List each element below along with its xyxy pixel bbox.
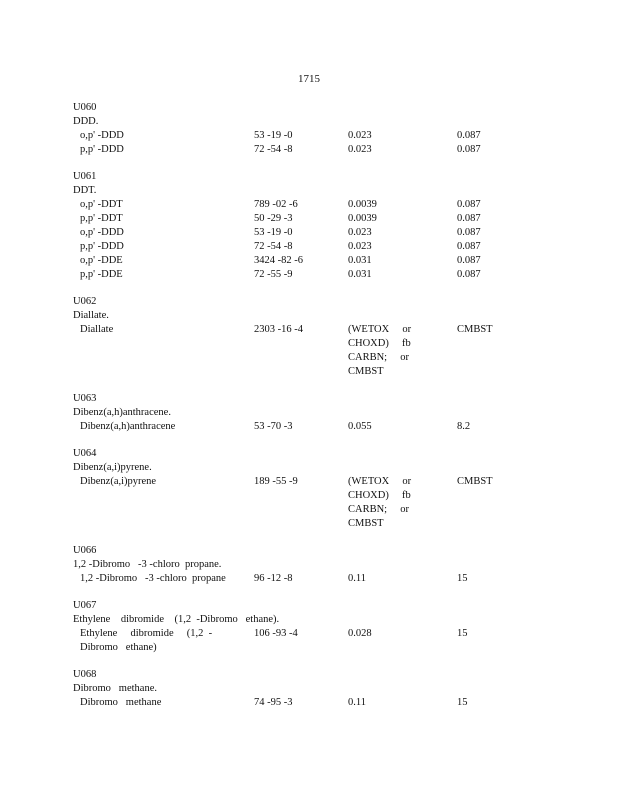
constituent: o,p' -DDD [80, 227, 124, 238]
waste-code: U060 [73, 102, 97, 113]
wastewater-standard: 0.0039 [348, 213, 377, 224]
cas-number: 72 -54 -8 [254, 241, 293, 252]
constituent: o,p' -DDD [80, 130, 124, 141]
wastewater-standard: (WETOX or CHOXD) fb CARBN; or CMBST [348, 476, 412, 529]
constituent: o,p' -DDE [80, 255, 123, 266]
nonwastewater-standard: 0.087 [457, 269, 481, 280]
table-row [73, 143, 543, 157]
waste-group-u063 [73, 392, 543, 434]
nonwastewater-standard: CMBST [457, 324, 493, 335]
nonwastewater-standard: 8.2 [457, 421, 471, 432]
waste-group-u064 [73, 447, 543, 531]
table-row [73, 627, 543, 655]
wastewater-standard: 0.11 [348, 573, 366, 584]
cas-number: 53 -19 -0 [254, 130, 293, 141]
constituent: p,p' -DDD [80, 241, 124, 252]
constituent: p,p' -DDT [80, 213, 123, 224]
cas-number: 53 -19 -0 [254, 227, 293, 238]
waste-group-u061 [73, 170, 543, 282]
wastewater-standard: 0.023 [348, 144, 372, 155]
constituent: p,p' -DDE [80, 269, 123, 280]
cas-number: 53 -70 -3 [254, 421, 293, 432]
waste-name: 1,2 -Dibromo -3 -chloro propane. [73, 559, 222, 570]
table-row [73, 323, 543, 379]
nonwastewater-standard: 15 [457, 697, 468, 708]
cas-number: 3424 -82 -6 [254, 255, 303, 266]
constituent: o,p' -DDT [80, 199, 123, 210]
cas-number: 72 -54 -8 [254, 144, 293, 155]
constituent: Dibenz(a,h)anthracene [80, 421, 176, 432]
cas-number: 72 -55 -9 [254, 269, 293, 280]
wastewater-standard: 0.031 [348, 255, 372, 266]
table-row [73, 212, 543, 226]
nonwastewater-standard: 15 [457, 628, 468, 639]
waste-table [73, 101, 543, 723]
cas-number: 96 -12 -8 [254, 573, 293, 584]
waste-group-u060 [73, 101, 543, 157]
waste-name: Dibenz(a,i)pyrene. [73, 462, 152, 473]
constituent: 1,2 -Dibromo -3 -chloro propane [80, 573, 226, 584]
cas-number: 789 -02 -6 [254, 199, 298, 210]
cas-number: 106 -93 -4 [254, 628, 298, 639]
cas-number: 50 -29 -3 [254, 213, 293, 224]
waste-code: U067 [73, 600, 97, 611]
constituent: Dibenz(a,i)pyrene [80, 476, 157, 487]
wastewater-standard: 0.055 [348, 421, 372, 432]
nonwastewater-standard: 0.087 [457, 130, 481, 141]
waste-code: U068 [73, 669, 97, 680]
wastewater-standard: 0.11 [348, 697, 366, 708]
table-row [73, 198, 543, 212]
nonwastewater-standard: CMBST [457, 476, 493, 487]
table-row [73, 696, 543, 710]
nonwastewater-standard: 0.087 [457, 255, 481, 266]
nonwastewater-standard: 0.087 [457, 241, 481, 252]
waste-name: Dibenz(a,h)anthracene. [73, 407, 171, 418]
table-row [73, 129, 543, 143]
nonwastewater-standard: 0.087 [457, 199, 481, 210]
cas-number: 74 -95 -3 [254, 697, 293, 708]
waste-name: Diallate. [73, 310, 109, 321]
table-row [73, 420, 543, 434]
table-row [73, 572, 543, 586]
wastewater-standard: 0.0039 [348, 199, 377, 210]
waste-code: U064 [73, 448, 97, 459]
waste-group-u066 [73, 544, 543, 586]
waste-name: DDT. [73, 185, 97, 196]
wastewater-standard: 0.023 [348, 227, 372, 238]
constituent: Diallate [80, 324, 114, 335]
waste-code: U066 [73, 545, 97, 556]
waste-group-u068 [73, 668, 543, 710]
constituent: p,p' -DDD [80, 144, 124, 155]
table-row [73, 268, 543, 282]
waste-group-u062 [73, 295, 543, 379]
page-number: 1715 [298, 73, 320, 85]
wastewater-standard: 0.031 [348, 269, 372, 280]
table-row [73, 475, 543, 531]
nonwastewater-standard: 0.087 [457, 144, 481, 155]
table-row [73, 240, 543, 254]
waste-name: Dibromo methane. [73, 683, 157, 694]
table-row [73, 254, 543, 268]
wastewater-standard: 0.028 [348, 628, 372, 639]
nonwastewater-standard: 0.087 [457, 227, 481, 238]
waste-code: U061 [73, 171, 97, 182]
wastewater-standard: 0.023 [348, 130, 372, 141]
waste-name: Ethylene dibromide (1,2 -Dibromo ethane). [73, 614, 280, 625]
cas-number: 189 -55 -9 [254, 476, 298, 487]
waste-code: U062 [73, 296, 97, 307]
cas-number: 2303 -16 -4 [254, 324, 303, 335]
waste-code: U063 [73, 393, 97, 404]
nonwastewater-standard: 0.087 [457, 213, 481, 224]
nonwastewater-standard: 15 [457, 573, 468, 584]
wastewater-standard: 0.023 [348, 241, 372, 252]
wastewater-standard: (WETOX or CHOXD) fb CARBN; or CMBST [348, 324, 412, 377]
table-row [73, 226, 543, 240]
waste-group-u067 [73, 599, 543, 655]
constituent: Ethylene dibromide (1,2 - Dibromo ethane) [80, 628, 213, 653]
waste-name: DDD. [73, 116, 99, 127]
constituent: Dibromo methane [80, 697, 162, 708]
